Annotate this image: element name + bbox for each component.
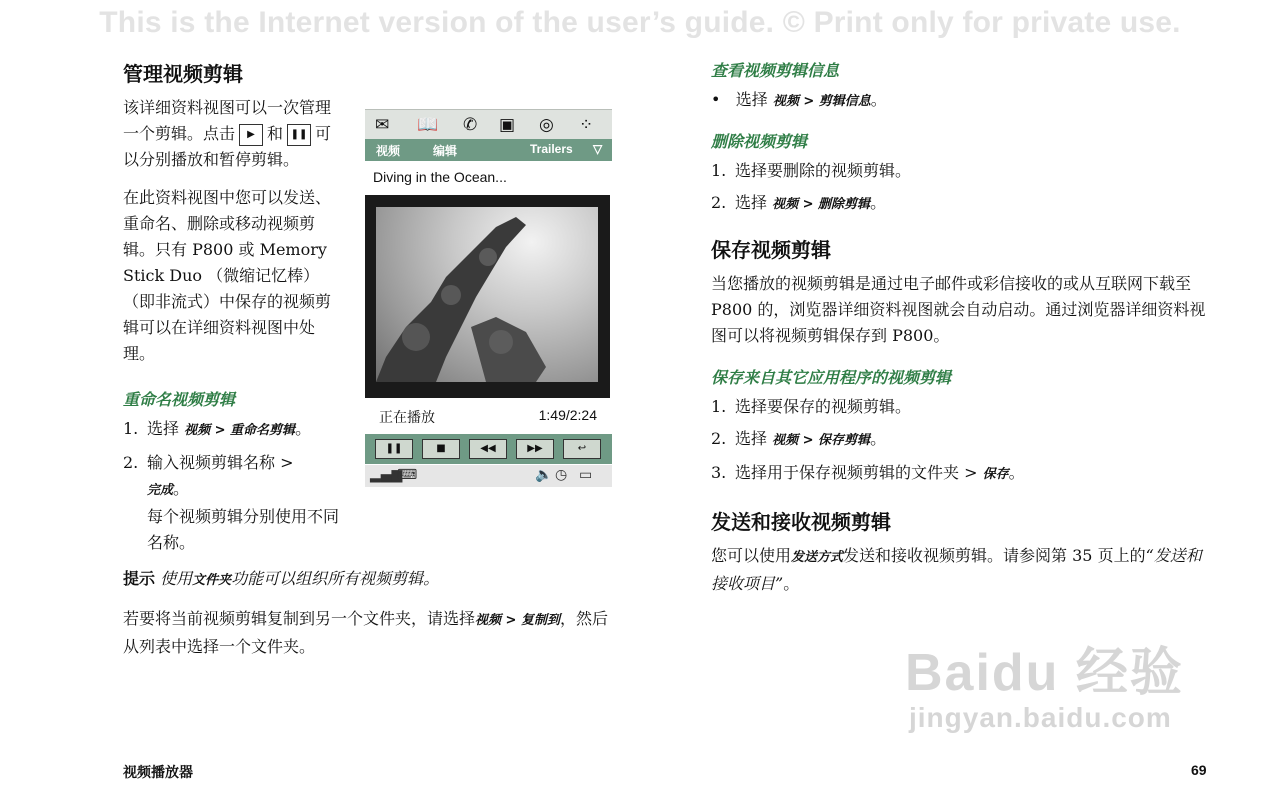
- book-icon[interactable]: 📖: [417, 115, 439, 135]
- rename-heading: 重命名视频剪辑: [123, 390, 236, 409]
- playback-time: 1:49/2:24: [538, 407, 597, 423]
- delete-heading: 删除视频剪辑: [711, 132, 808, 151]
- page-number: 69: [1191, 762, 1207, 778]
- list-item: 2. 输入视频剪辑名称 > 完成。 每个视频剪辑分别使用不同名称。: [123, 453, 340, 552]
- list-item: 1. 选择要保存的视频剪辑。: [711, 397, 912, 416]
- baidu-logo: Baidu 经验: [905, 644, 1184, 702]
- folder-select[interactable]: Trailers: [530, 142, 573, 156]
- apps-icon[interactable]: ⁘: [579, 115, 594, 135]
- app-toolbar: [365, 109, 612, 140]
- list-item: 2. 选择 视频 > 保存剪辑。: [711, 429, 887, 448]
- signal-icon: ▂▄▆: [370, 467, 403, 483]
- save-paragraph: 当您播放的视频剪辑是通过电子邮件或彩信接收的或从互联网下载至 P800 的，浏览器详细资料视图就会自动启动。通过浏览器详细资料视图可以将视频剪辑保存到 P800。: [711, 274, 1206, 345]
- list-item: 1. 选择要删除的视频剪辑。: [711, 161, 912, 180]
- video-image: [376, 207, 598, 382]
- view-info-heading: 查看视频剪辑信息: [711, 61, 840, 80]
- playback-status: 正在播放 1:49/2:24: [379, 407, 597, 425]
- tip-paragraph: 提示 使用文件夹功能可以组织所有视频剪辑。: [123, 569, 440, 588]
- menu-bar: [365, 139, 612, 161]
- phone-icon[interactable]: ✆: [463, 115, 478, 135]
- chevron-down-icon[interactable]: ▽: [593, 142, 603, 156]
- section-title-manage: 管理视频剪辑: [123, 62, 243, 86]
- baidu-url: jingyan.baidu.com: [909, 702, 1172, 733]
- status-bar: [365, 465, 612, 487]
- send-paragraph: 您可以使用发送方式发送和接收视频剪辑。请参阅第 35 页上的“发送和接收项目”。: [711, 546, 1202, 593]
- save-other-heading: 保存来自其它应用程序的视频剪辑: [711, 368, 952, 387]
- details-paragraph: 在此资料视图中您可以发送、重命名、删除或移动视频剪辑。只有 P800 或 Memory Stick Duo （微缩记忆棒）（即非流式）中保存的视频剪辑可以在详细资料视图中处理。: [123, 188, 332, 363]
- play-icon: ▶: [239, 124, 263, 146]
- back-button[interactable]: ↩: [563, 439, 601, 459]
- battery-icon: ▭: [579, 467, 593, 483]
- fast-forward-button[interactable]: ▶▶: [516, 439, 554, 459]
- copy-paragraph: 若要将当前视频剪辑复制到另一个文件夹，请选择视频 > 复制到，然后从列表中选择一个文件夹。: [123, 609, 608, 656]
- clock-icon[interactable]: ◷: [555, 467, 568, 483]
- list-item: 1. 选择 视频 > 重命名剪辑。: [123, 419, 312, 438]
- intro-paragraph: 该详细资料视图可以一次管理一个剪辑。点击 ▶ 和 ❚❚ 可以分别播放和暂停剪辑。 在此资料视图中您可以发送、重命名、删除或移动视频剪辑。只有 P800 或 Memory Stick Duo （微缩记忆棒）（即非流式）中保存的视频剪辑可以在详细资料视图中处理。: [123, 95, 338, 367]
- watermark-banner: This is the Internet version of the user’s guide. © Print only for private use.: [99, 6, 1181, 39]
- clip-name: Diving in the Ocean...: [373, 169, 507, 185]
- rename-steps: [123, 416, 343, 556]
- shipwreck-image: [376, 207, 598, 382]
- view-info-step: • 选择 视频 > 剪辑信息。: [711, 90, 887, 109]
- right-column: [711, 58, 1211, 597]
- baidu-watermark: [905, 630, 1205, 750]
- calendar-icon[interactable]: ▣: [499, 115, 516, 135]
- section-title-send: 发送和接收视频剪辑: [711, 510, 891, 534]
- pause-button[interactable]: ❚❚: [375, 439, 413, 459]
- keyboard-icon[interactable]: ⌨: [397, 467, 418, 483]
- pause-icon: ❚❚: [287, 124, 311, 146]
- footer-section: 视频播放器: [123, 764, 193, 780]
- delete-steps: [711, 158, 1211, 218]
- section-title-save: 保存视频剪辑: [711, 238, 831, 262]
- volume-icon[interactable]: 🔈: [535, 467, 553, 483]
- playback-controls: [365, 434, 612, 464]
- browser-icon[interactable]: ◎: [539, 115, 554, 135]
- rewind-button[interactable]: ◀◀: [469, 439, 507, 459]
- video-frame: [365, 195, 610, 398]
- list-item: 3. 选择用于保存视频剪辑的文件夹 > 保存。: [711, 463, 1025, 482]
- menu-video[interactable]: 视频: [376, 144, 401, 158]
- mail-icon[interactable]: ✉: [375, 115, 390, 135]
- phone-screenshot: [365, 109, 612, 489]
- stop-button[interactable]: ■: [422, 439, 460, 459]
- cross-reference-link[interactable]: “发送和接收项目”: [711, 546, 1202, 593]
- save-steps: [711, 394, 1211, 488]
- list-item: 2. 选择 视频 > 删除剪辑。: [711, 193, 887, 212]
- menu-edit[interactable]: 编辑: [433, 144, 458, 158]
